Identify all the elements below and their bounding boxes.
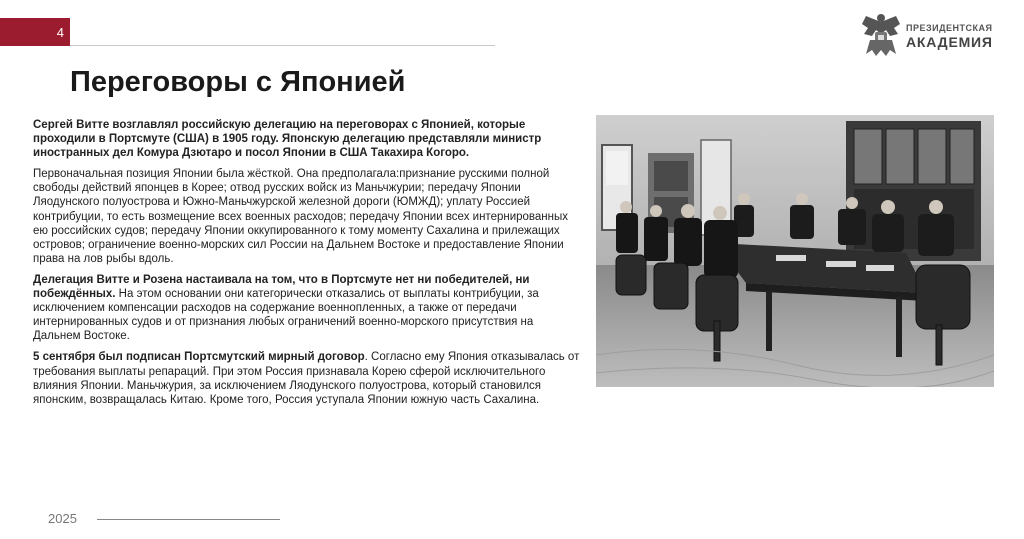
- historical-photo-negotiations: [596, 115, 994, 387]
- paragraph-3-text: На этом основании они категорически отказались от выплаты контрибуции, за исключением компенсации расходов на содержание военнопленных, а также от передачи интернированных судов и от признания любых ограничений военно-морского присутствия на Дальнем Востоке.: [33, 288, 539, 343]
- slide-number-tab: [0, 18, 70, 46]
- paragraph-4-bold: 5 сентября был подписан Портсмутский мирный договор: [33, 351, 365, 364]
- paragraph-3-bold: Делегация Витте и Розена настаивала на том, что в Портсмуте нет ни победителей, ни побеждённых.: [33, 273, 530, 301]
- logo-text: [906, 24, 993, 49]
- logo-line-2: АКАДЕМИЯ: [906, 34, 993, 50]
- paragraph-1: [33, 118, 583, 160]
- footer-year: 2025: [48, 511, 77, 526]
- slide-number: 4: [56, 24, 64, 40]
- slide-title: Переговоры с Японией: [70, 66, 406, 98]
- paragraph-2: Первоначальная позиция Японии была жёсткой. Она предполагала:признание русскими полной свободы действий японцев в Корее; отвод русских войск из Маньчжурии; передачу Японии Ляодунского полуострова и Южно-Маньчжурской железной дороги (ЮМЖД); уплату Россией контрибуции, то есть возмещение всех военных расходов; передачу Японии всех интернированных ею российских судов; передачу Японии оккупированного к тому моменту Сахалина и прилежащих островов; ограничение военно-морских сил России на Дальнем Востоке и предоставление Японии права на лов рыбы вдоль.: [33, 168, 569, 265]
- academy-logo: [860, 10, 993, 62]
- paragraph-4: [33, 350, 583, 406]
- double-headed-eagle-icon: [860, 10, 902, 62]
- paragraph-4-text: . Согласно ему Япония отказывалась от требования выплаты репараций. При этом Россия признавала Корею сферой исключительного влияния Японии. Маньчжурия, за исключением Ляодунского полуострова, который становился японским, возвращалась Китаю. Кроме того, Россия уступала Японии южную часть Сахалина.: [33, 351, 580, 406]
- footer-divider: [97, 519, 280, 520]
- paragraph-3: [33, 273, 583, 343]
- header-divider: [70, 45, 495, 46]
- logo-line-1: ПРЕЗИДЕНТСКАЯ: [906, 23, 993, 33]
- slide-body: [33, 118, 583, 414]
- paragraph-1-bold: Сергей Витте возглавлял российскую делегацию на переговорах с Японией, которые проходили в Портсмуте (США) в 1905 году. Японскую делегацию представляли министр иностранных дел Комура Дзютаро и посол Японии в США Такахира Когоро.: [33, 119, 542, 160]
